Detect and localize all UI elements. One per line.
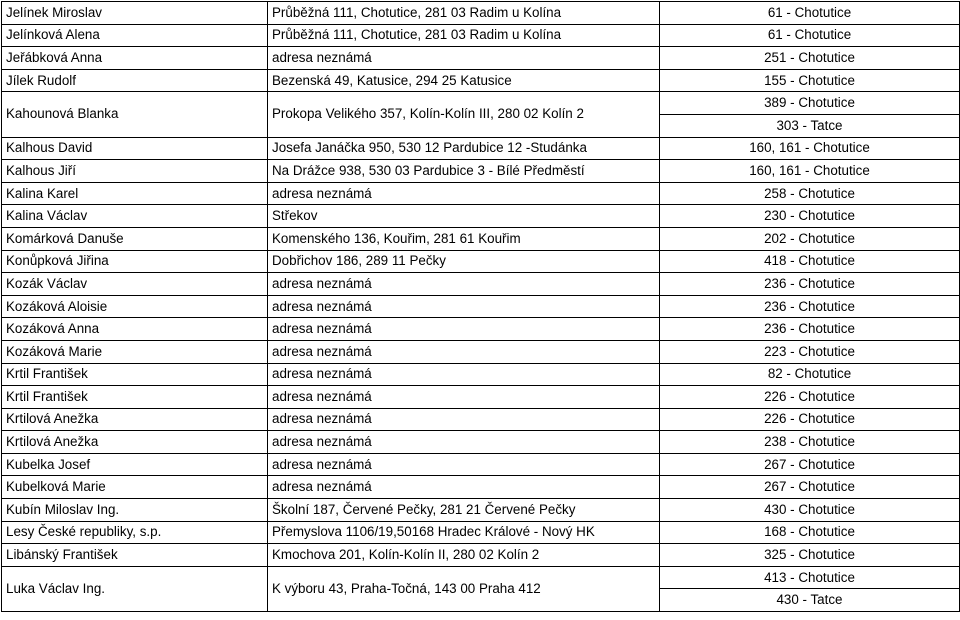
owner-name-cell: Libánský František <box>2 544 268 567</box>
owner-name-cell: Kubelková Marie <box>2 476 268 499</box>
parcel-number-cell: 238 - Chotutice <box>660 431 960 454</box>
table-row <box>2 363 960 386</box>
table-row <box>2 69 960 92</box>
owner-address-cell: adresa neznámá <box>268 408 660 431</box>
owner-address-cell: adresa neznámá <box>268 295 660 318</box>
owner-name-cell: Jílek Rudolf <box>2 69 268 92</box>
owner-address-cell: Průběžná 111, Chotutice, 281 03 Radim u Kolína <box>268 24 660 47</box>
parcel-number-cell: 202 - Chotutice <box>660 227 960 250</box>
owner-address-cell: Průběžná 111, Chotutice, 281 03 Radim u Kolína <box>268 2 660 25</box>
parcel-number-cell: 226 - Chotutice <box>660 408 960 431</box>
owner-name-cell: Kalhous Jiří <box>2 160 268 183</box>
owner-address-cell: Kmochova 201, Kolín-Kolín II, 280 02 Kolín 2 <box>268 544 660 567</box>
parcel-number-cell: 230 - Chotutice <box>660 205 960 228</box>
parcel-number-cell: 61 - Chotutice <box>660 24 960 47</box>
owner-address-cell: K výboru 43, Praha-Točná, 143 00 Praha 412 <box>268 566 660 611</box>
table-row <box>2 386 960 409</box>
owner-address-cell: Josefa Janáčka 950, 530 12 Pardubice 12 -Studánka <box>268 137 660 160</box>
table-row <box>2 476 960 499</box>
parcel-number-cell: 418 - Chotutice <box>660 250 960 273</box>
parcel-number-cell: 267 - Chotutice <box>660 453 960 476</box>
table-row <box>2 295 960 318</box>
owner-address-cell: Přemyslova 1106/19,50168 Hradec Králové - Nový HK <box>268 521 660 544</box>
parcel-number-cell: 236 - Chotutice <box>660 273 960 296</box>
owner-name-cell: Komárková Danuše <box>2 227 268 250</box>
owner-address-cell: adresa neznámá <box>268 340 660 363</box>
owner-address-cell: Bezenská 49, Katusice, 294 25 Katusice <box>268 69 660 92</box>
table-row <box>2 24 960 47</box>
table-row <box>2 408 960 431</box>
parcel-number-cell: 160, 161 - Chotutice <box>660 160 960 183</box>
owner-name-cell: Kalina Karel <box>2 182 268 205</box>
parcel-number-cell: 160, 161 - Chotutice <box>660 137 960 160</box>
owner-name-cell: Kahounová Blanka <box>2 92 268 137</box>
table-row <box>2 250 960 273</box>
owner-name-cell: Krtil František <box>2 386 268 409</box>
owner-name-cell: Konůpková Jiřina <box>2 250 268 273</box>
table-row <box>2 205 960 228</box>
owner-name-cell: Jeřábková Anna <box>2 47 268 70</box>
owner-address-cell: adresa neznámá <box>268 453 660 476</box>
owner-name-cell: Luka Václav Ing. <box>2 566 268 611</box>
parcel-number-cell: 303 - Tatce <box>660 114 960 137</box>
table-row <box>2 453 960 476</box>
table-row <box>2 92 960 115</box>
owner-address-cell: Komenského 136, Kouřim, 281 61 Kouřim <box>268 227 660 250</box>
table-row <box>2 544 960 567</box>
parcel-number-cell: 82 - Chotutice <box>660 363 960 386</box>
table-row <box>2 47 960 70</box>
owner-name-cell: Jelínek Miroslav <box>2 2 268 25</box>
parcel-number-cell: 430 - Tatce <box>660 589 960 612</box>
owner-name-cell: Kubelka Josef <box>2 453 268 476</box>
owner-address-cell: adresa neznámá <box>268 431 660 454</box>
table-row <box>2 2 960 25</box>
parcel-number-cell: 168 - Chotutice <box>660 521 960 544</box>
owner-address-cell: Prokopa Velikého 357, Kolín-Kolín III, 280 02 Kolín 2 <box>268 92 660 137</box>
table-row <box>2 318 960 341</box>
owner-address-cell: adresa neznámá <box>268 363 660 386</box>
table-row <box>2 160 960 183</box>
owners-table <box>1 1 960 612</box>
parcel-number-cell: 236 - Chotutice <box>660 318 960 341</box>
owner-name-cell: Kalina Václav <box>2 205 268 228</box>
parcel-number-cell: 413 - Chotutice <box>660 566 960 589</box>
owner-name-cell: Kozáková Anna <box>2 318 268 341</box>
owner-address-cell: adresa neznámá <box>268 318 660 341</box>
owner-name-cell: Kubín Miloslav Ing. <box>2 499 268 522</box>
owner-name-cell: Krtil František <box>2 363 268 386</box>
owner-name-cell: Kozáková Aloisie <box>2 295 268 318</box>
owner-name-cell: Jelínková Alena <box>2 24 268 47</box>
owner-address-cell: adresa neznámá <box>268 386 660 409</box>
table-row <box>2 137 960 160</box>
table-row <box>2 566 960 589</box>
owner-name-cell: Kalhous David <box>2 137 268 160</box>
table-row <box>2 227 960 250</box>
owner-name-cell: Kozáková Marie <box>2 340 268 363</box>
table-row <box>2 340 960 363</box>
table-row <box>2 499 960 522</box>
owner-address-cell: Na Drážce 938, 530 03 Pardubice 3 - Bílé Předměstí <box>268 160 660 183</box>
table-row <box>2 521 960 544</box>
parcel-number-cell: 258 - Chotutice <box>660 182 960 205</box>
parcel-number-cell: 226 - Chotutice <box>660 386 960 409</box>
parcel-number-cell: 389 - Chotutice <box>660 92 960 115</box>
parcel-number-cell: 430 - Chotutice <box>660 499 960 522</box>
owner-name-cell: Krtilová Anežka <box>2 431 268 454</box>
owner-address-cell: adresa neznámá <box>268 47 660 70</box>
owner-address-cell: Střekov <box>268 205 660 228</box>
table-row <box>2 182 960 205</box>
owner-name-cell: Kozák Václav <box>2 273 268 296</box>
parcel-number-cell: 61 - Chotutice <box>660 2 960 25</box>
owner-address-cell: Školní 187, Červené Pečky, 281 21 Červené Pečky <box>268 499 660 522</box>
table-row <box>2 431 960 454</box>
owner-address-cell: adresa neznámá <box>268 182 660 205</box>
owner-address-cell: Dobřichov 186, 289 11 Pečky <box>268 250 660 273</box>
owner-name-cell: Lesy České republiky, s.p. <box>2 521 268 544</box>
parcel-number-cell: 236 - Chotutice <box>660 295 960 318</box>
parcel-number-cell: 325 - Chotutice <box>660 544 960 567</box>
owner-name-cell: Krtilová Anežka <box>2 408 268 431</box>
parcel-number-cell: 155 - Chotutice <box>660 69 960 92</box>
parcel-number-cell: 267 - Chotutice <box>660 476 960 499</box>
owners-table-body <box>2 2 960 612</box>
parcel-number-cell: 223 - Chotutice <box>660 340 960 363</box>
parcel-number-cell: 251 - Chotutice <box>660 47 960 70</box>
owner-address-cell: adresa neznámá <box>268 476 660 499</box>
table-row <box>2 273 960 296</box>
owner-address-cell: adresa neznámá <box>268 273 660 296</box>
